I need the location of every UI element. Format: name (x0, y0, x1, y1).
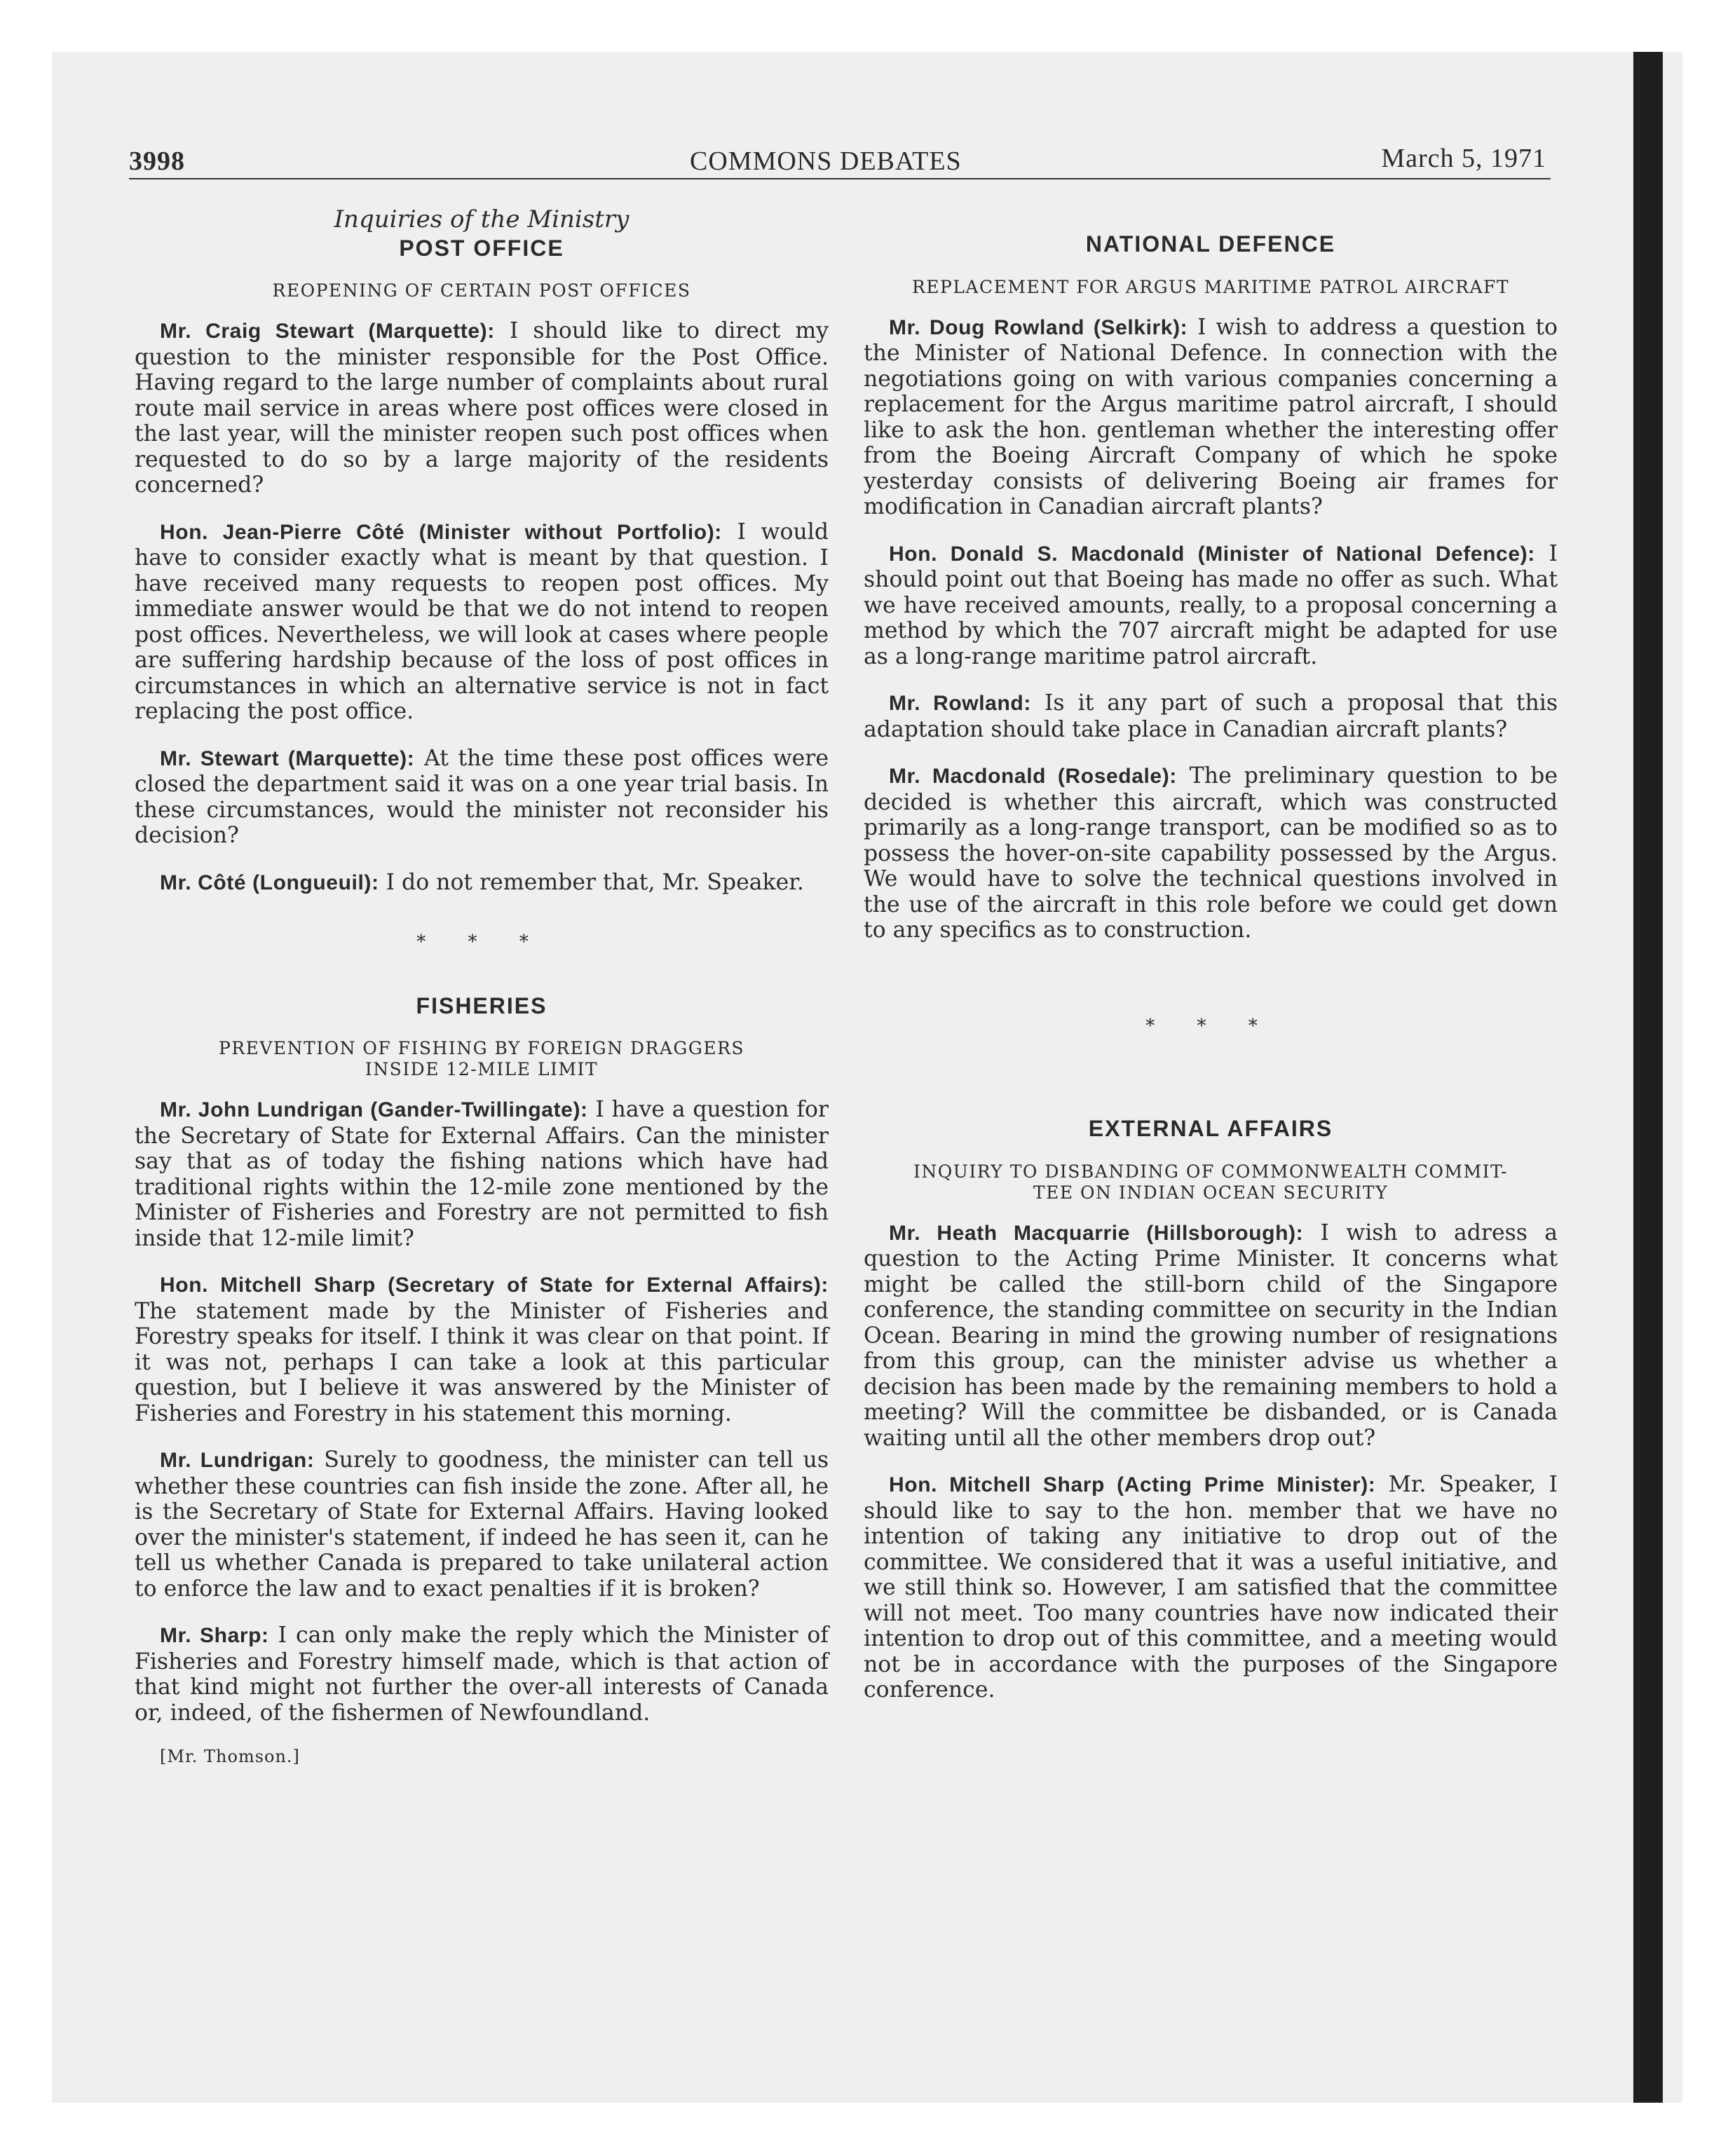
speech-paragraph (864, 1220, 1558, 1452)
speech-paragraph (135, 1272, 829, 1426)
speaker-name: Mr. Heath Macquarrie (Hillsborough): (889, 1221, 1304, 1245)
speech-text: I should like to direct my question to the minister responsible for the Post Office. Having regard to the large number of complaints about rural route mail service in areas where post offices were closed in the last year, will the minister reopen such post offices when requested to do so by a large majority of the residents concerned? (135, 318, 829, 498)
issue-date: March 5, 1971 (1381, 144, 1546, 173)
speech-paragraph (135, 1623, 829, 1726)
speaker-name: Mr. Doug Rowland (Selkirk): (889, 315, 1188, 339)
page-header (129, 137, 1551, 179)
subtitle-line: TEE ON INDIAN OCEAN SECURITY (1033, 1182, 1389, 1203)
speech-paragraph (864, 690, 1558, 742)
speaker-name: Mr. Rowland: (889, 692, 1031, 715)
speaker-name: Hon. Jean-Pierre Côté (Minister without Portfolio): (160, 520, 722, 544)
speaker-name: Mr. John Lundrigan (Gander-Twillingate): (160, 1098, 588, 1121)
speech-text: I do not remember that, Mr. Speaker. (379, 869, 804, 895)
speaker-name: Mr. Sharp: (160, 1624, 269, 1647)
subtitle-line: INQUIRY TO DISBANDING OF COMMONWEALTH COMMIT- (913, 1161, 1508, 1182)
speaker-name: Mr. Macdonald (Rosedale): (889, 765, 1177, 788)
speech-text: The preliminary question to be decided is whether this aircraft, which was constructed primarily as a long-range transport, can be modified so as to possess the hover-on-site capability possessed by the Argus. We would have to solve the technical questions involved in the use of the aircraft in this role before we could get down to any specifics as to construction. (864, 763, 1558, 943)
speaker-name: Mr. Lundrigan: (160, 1449, 315, 1472)
speech-text: Is it any part of such a proposal that this adaptation should take place in Canadian aircraft plants? (864, 690, 1558, 742)
section-title-post-office: POST OFFICE (399, 235, 564, 261)
subsection-title-national-defence: REPLACEMENT FOR ARGUS MARITIME PATROL AIRCRAFT (911, 276, 1510, 297)
speaker-name: Hon. Mitchell Sharp (Acting Prime Minister): (889, 1473, 1376, 1496)
section-separator: * * * (416, 932, 547, 953)
subtitle-line: INSIDE 12-MILE LIMIT (365, 1059, 599, 1079)
right-column (864, 231, 1558, 1724)
speech-text: Mr. Speaker, I should like to say to the hon. member that we have no intention of taking any initiative to drop out of the committee. We considered that it was a useful initiative, and we still think so. However, I am satisfied that the committee will not meet. Too many countries have now indicated their intention to drop out of this committee, and a meeting would not be in accordance with the purposes of the Singapore conference. (864, 1472, 1558, 1703)
speaker-name: Mr. Stewart (Marquette): (160, 746, 415, 770)
speech-text: Surely to goodness, the minister can tell us whether these countries can fish inside the zone. After all, he is the Secretary of State for External Affairs. Having looked over the minister's statement, if indeed he has seen it, can he tell us whether Canada is prepared to take unilateral action to enforce the law and to exact penalties if it is broken? (135, 1447, 829, 1602)
speech-text: I should point out that Boeing has made no offer as such. What we have received amounts, really, to a proposal concerning a method by which the 707 aircraft might be adapted for use as a long-range maritime patrol aircraft. (864, 540, 1558, 669)
speech-paragraph (135, 1097, 829, 1251)
speech-paragraph (135, 318, 829, 498)
speech-paragraph (135, 746, 829, 849)
speech-text: I wish to adress a question to the Acting Prime Minister. It concerns what might be called the still-born child of the Singapore conference, the standing committee on security in the Indian Ocean. Bearing in mind the growing number of resignations from this group, can the minister advise us whether a decision has been made by the remaining members to hold a meeting? Will the committee be disbanded, or is Canada waiting until all the other members drop out? (864, 1220, 1558, 1451)
speech-text: I wish to address a question to the Minister of National Defence. In connection with the negotiations going on with various companies concerning a replacement for the Argus maritime patrol aircraft, I should like to ask the hon. gentleman whether the interesting offer from the Boeing Aircraft Company of which he spoke yesterday consists of delivering Boeing air frames for modification in Canadian aircraft plants? (864, 314, 1558, 519)
subsection-title-fisheries (135, 1038, 829, 1080)
scan-edge-bar (1633, 52, 1663, 2103)
speaker-name: Hon. Mitchell Sharp (Secretary of State for External Affairs): (160, 1274, 829, 1297)
subsection-title-external-affairs (864, 1161, 1558, 1203)
speaker-name: Hon. Donald S. Macdonald (Minister of National Defence): (889, 542, 1535, 566)
header-rule (129, 178, 1551, 179)
speech-paragraph (135, 870, 829, 896)
footer-note: [Mr. Thomson.] (160, 1747, 300, 1766)
speech-paragraph (864, 1472, 1558, 1703)
page-number: 3998 (129, 146, 185, 176)
speech-paragraph (864, 541, 1558, 670)
speech-text: I have a question for the Secretary of State for External Affairs. Can the minister say that as of today the fishing nations which have had traditional rights within the 12-mile zone mentioned by the Minister of Fisheries and Forestry are not permitted to fish inside that 12-mile limit? (135, 1097, 829, 1251)
speech-text: The statement made by the Minister of Fisheries and Forestry speaks for itself. I think it was clear on that point. If it was not, perhaps I can take a look at this particular question, but I believe it was answered by the Minister of Fisheries and Forestry in his statement this morning. (135, 1298, 829, 1426)
left-column (135, 207, 829, 1770)
section-title-fisheries: FISHERIES (416, 992, 547, 1018)
speech-paragraph (135, 1447, 829, 1602)
speaker-name: Mr. Craig Stewart (Marquette): (160, 320, 495, 343)
section-title-national-defence: NATIONAL DEFENCE (1085, 231, 1336, 257)
speech-paragraph (135, 519, 829, 725)
subtitle-line: PREVENTION OF FISHING BY FOREIGN DRAGGERS (218, 1038, 745, 1058)
speech-paragraph (864, 315, 1558, 520)
publication-title: COMMONS DEBATES (690, 146, 962, 176)
speech-paragraph (864, 763, 1558, 943)
ministry-heading: Inquiries of the Ministry (334, 205, 630, 233)
speech-text: I can only make the reply which the Minister of Fisheries and Forestry himself made, which is that action of that kind might not further the over-all interests of Canada or, indeed, of the fishermen of Newfoundland. (135, 1623, 829, 1726)
subsection-title-post-office: REOPENING OF CERTAIN POST OFFICES (272, 280, 691, 301)
speaker-name: Mr. Côté (Longueuil): (160, 871, 379, 894)
speech-text: At the time these post offices were closed the department said it was on a one year trial basis. In these circumstances, would the minister not reconsider his decision? (135, 745, 829, 848)
section-separator: * * * (1145, 1015, 1276, 1037)
section-title-external-affairs: EXTERNAL AFFAIRS (1088, 1116, 1333, 1141)
speech-text: I would have to consider exactly what is meant by that question. I have received many requests to reopen post offices. My immediate answer would be that we do not intend to reopen post offices. Nevertheless, we will look at cases where people are suffering hardship because of the loss of post offices in circumstances in which an alternative service is not in fact replacing the post office. (135, 519, 829, 724)
